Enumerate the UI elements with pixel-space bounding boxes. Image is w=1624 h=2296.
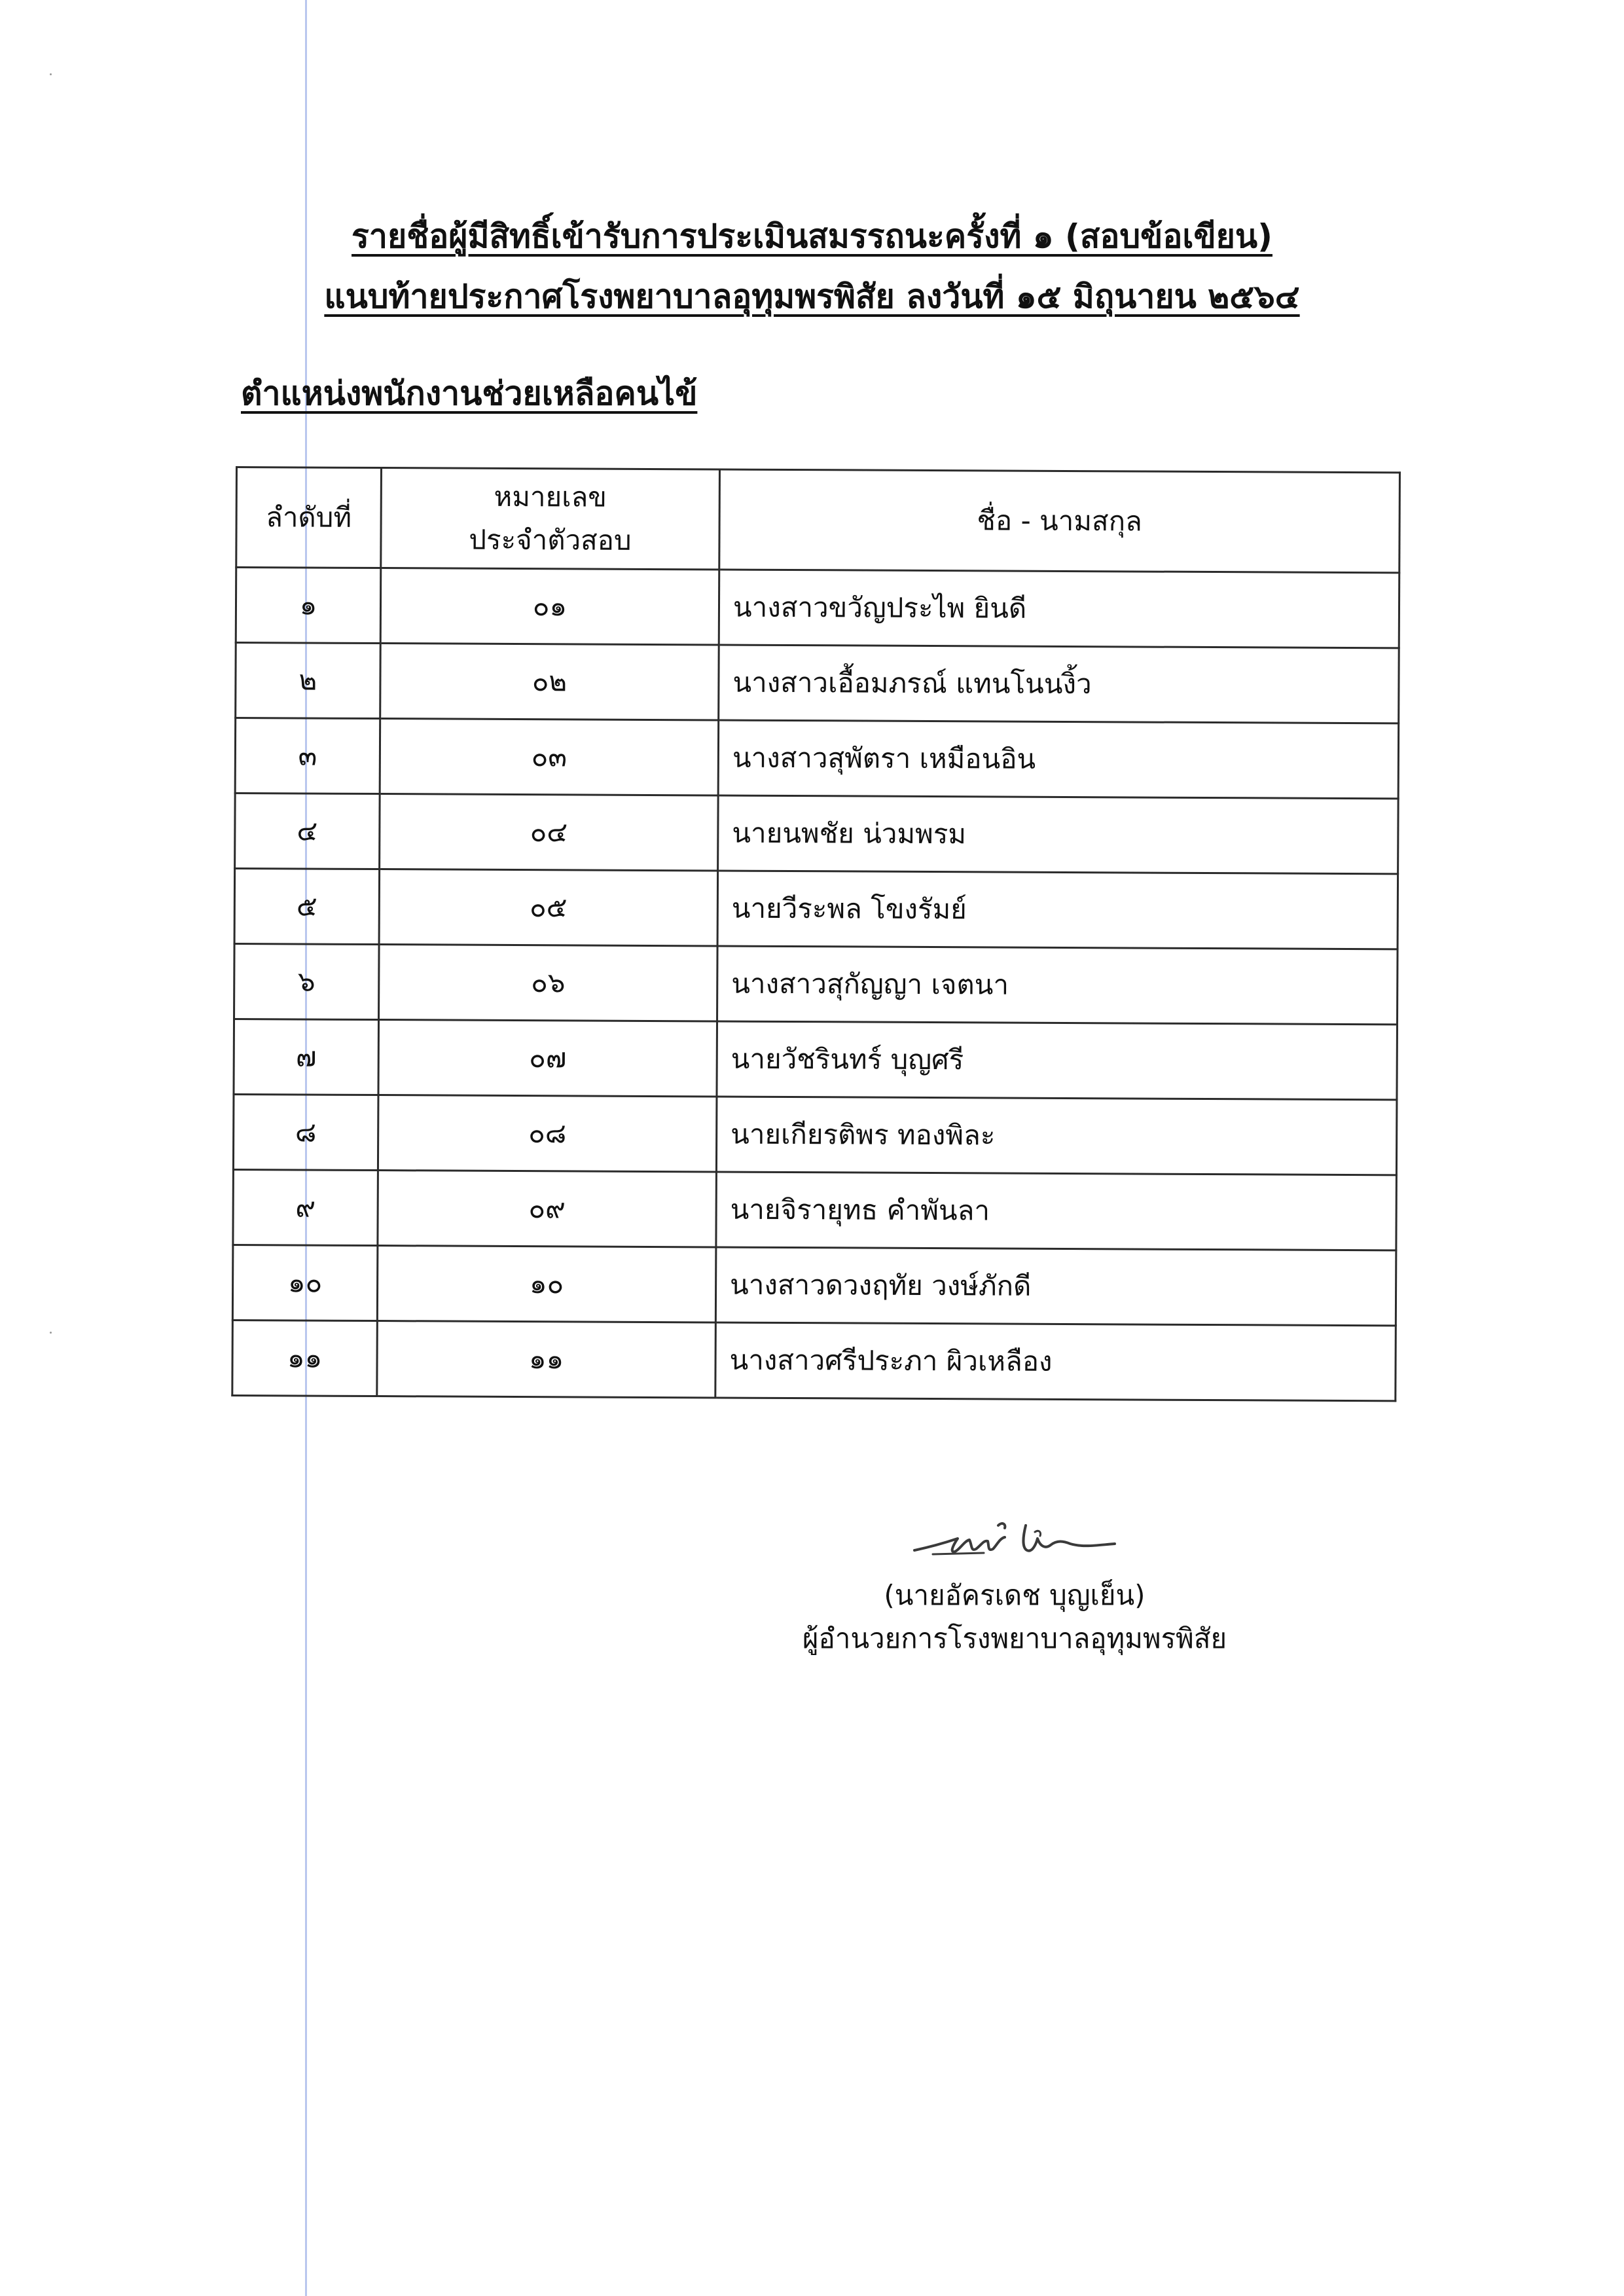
header-order: ลำดับที่ <box>236 467 382 568</box>
table-row <box>236 643 1399 723</box>
table-row <box>235 718 1399 799</box>
row-order: ๙ <box>233 1169 378 1245</box>
row-name: นายจิรายุทธ คำพันลา <box>716 1172 1397 1250</box>
row-exam-id: ๑๐ <box>377 1246 716 1322</box>
table-row <box>233 1169 1397 1250</box>
row-exam-id: ๐๒ <box>380 644 719 720</box>
table-row <box>232 1245 1396 1325</box>
handwritten-signature <box>907 1512 1123 1567</box>
table-row <box>234 869 1398 949</box>
row-name: นางสาวขวัญประไพ ยินดี <box>719 570 1399 648</box>
header-exam-id-line-1: หมายเลข <box>494 480 607 513</box>
row-order: ๘ <box>233 1094 378 1170</box>
table-row <box>235 793 1399 874</box>
scan-speck <box>50 73 52 75</box>
header-exam-id <box>381 468 720 570</box>
row-order: ๔ <box>235 793 380 869</box>
row-exam-id: ๐๘ <box>378 1095 717 1172</box>
row-order: ๑๑ <box>232 1320 378 1396</box>
row-exam-id: ๐๕ <box>379 869 718 946</box>
table-row <box>236 568 1399 648</box>
row-order: ๓ <box>235 718 380 794</box>
row-name: นางสาวสุกัญญา เจตนา <box>717 946 1398 1025</box>
row-name: นางสาวดวงฤทัย วงษ์ภักดี <box>715 1247 1396 1326</box>
row-exam-id: ๐๔ <box>380 794 719 871</box>
table-row <box>234 943 1398 1024</box>
row-order: ๗ <box>234 1019 379 1095</box>
table-row <box>232 1320 1396 1400</box>
row-name: นางสาวเอื้อมภรณ์ แทนโนนงิ้ว <box>719 645 1399 723</box>
row-order: ๕ <box>234 869 380 945</box>
header-name: ชื่อ - นามสกุล <box>719 469 1400 573</box>
position-title: ตำแหน่งพนักงานช่วยเหลือคนไข้ <box>241 374 698 412</box>
row-name: นายนพชัย น่วมพรม <box>718 795 1399 874</box>
row-order: ๖ <box>234 943 380 1019</box>
row-name: นางสาวศรีประภา ผิวเหลือง <box>715 1322 1396 1401</box>
row-order: ๒ <box>236 643 381 719</box>
signer-name: (นายอัครเดช บุญเย็น) <box>884 1579 1146 1611</box>
header-exam-id-line-2: ประจำตัวสอบ <box>469 523 632 556</box>
row-name: นายเกียรติพร ทองพิละ <box>716 1097 1397 1175</box>
row-exam-id: ๐๖ <box>379 945 718 1021</box>
row-name: นางสาวสุพัตรา เหมือนอิน <box>718 720 1399 799</box>
document-heading-line-2: แนบท้ายประกาศโรงพยาบาลอุทุมพรพิสัย ลงวันที่ ๑๕ มิถุนายน ๒๕๖๔ <box>324 278 1300 316</box>
row-exam-id: ๐๑ <box>380 568 719 645</box>
row-exam-id: ๑๑ <box>377 1321 716 1398</box>
row-name: นายวัชรินทร์ บุญศรี <box>717 1021 1398 1100</box>
row-name: นายวีระพล โขงรัมย์ <box>717 871 1398 949</box>
candidate-table <box>231 466 1401 1402</box>
document-heading-line-1: รายชื่อผู้มีสิทธิ์เข้ารับการประเมินสมรรถนะครั้งที่ ๑ (สอบข้อเขียน) <box>352 217 1272 255</box>
scan-speck <box>50 1332 52 1334</box>
signature-block <box>753 1512 1276 1660</box>
row-exam-id: ๐๗ <box>378 1020 717 1097</box>
table-row <box>234 1019 1398 1099</box>
row-order: ๑๐ <box>232 1245 378 1321</box>
row-exam-id: ๐๙ <box>378 1171 717 1247</box>
signer-title: ผู้อำนวยการโรงพยาบาลอุทุมพรพิสัย <box>802 1622 1227 1654</box>
table-header-row <box>236 467 1400 573</box>
table-row <box>233 1094 1397 1175</box>
row-order: ๑ <box>236 568 381 644</box>
row-exam-id: ๐๓ <box>380 719 719 795</box>
